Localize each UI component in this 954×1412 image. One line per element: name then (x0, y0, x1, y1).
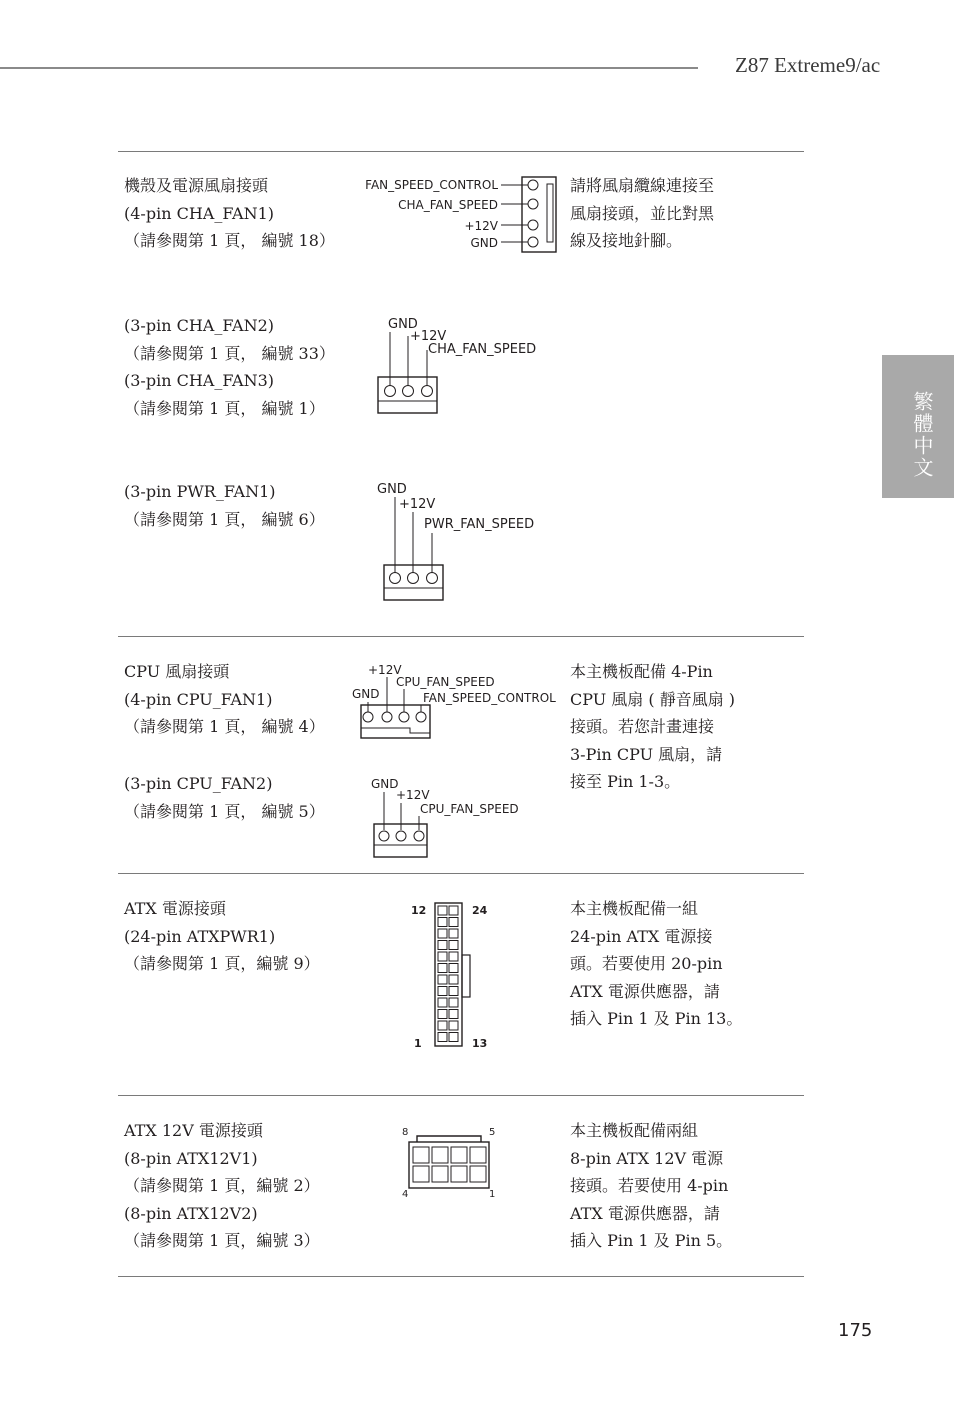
cha-fan1-pin-diagram (345, 170, 565, 260)
section-divider (118, 636, 804, 637)
svg-text:CPU_FAN_SPEED: CPU_FAN_SPEED (396, 675, 495, 689)
svg-text:GND: GND (371, 777, 399, 791)
svg-text:GND: GND (388, 317, 418, 332)
atx-pin-cell (438, 929, 447, 938)
atx-pin-cell (449, 952, 458, 961)
section-divider (118, 1095, 804, 1096)
section-divider (118, 873, 804, 874)
atx-pin-cell (438, 1021, 447, 1030)
language-tab-label: 繁體中文 (910, 391, 934, 479)
cpu-fan1-pin-diagram (350, 660, 565, 745)
svg-text:12: 12 (411, 904, 427, 917)
atx-pin-cell (438, 998, 447, 1007)
cha-fan23-pin-diagram (370, 310, 560, 420)
atx-pin-cell (438, 975, 447, 984)
svg-text:+12V: +12V (410, 329, 447, 344)
svg-text:GND: GND (470, 236, 498, 250)
svg-text:CPU_FAN_SPEED: CPU_FAN_SPEED (420, 802, 519, 816)
svg-text:4: 4 (402, 1189, 409, 1200)
atx12v-pin-cell (451, 1166, 467, 1182)
atx12v-pin-cell (432, 1166, 448, 1182)
svg-text:1: 1 (489, 1189, 496, 1200)
atx-pin-cell (449, 964, 458, 973)
svg-text:PWR_FAN_SPEED: PWR_FAN_SPEED (424, 517, 535, 532)
svg-text:+12V: +12V (464, 219, 498, 233)
section-divider (118, 151, 804, 152)
svg-text:CHA_FAN_SPEED: CHA_FAN_SPEED (428, 342, 537, 357)
atx-pin-cell (449, 975, 458, 984)
svg-text:5: 5 (489, 1127, 496, 1138)
atx-pin-cell (438, 941, 447, 950)
atx-pin-cell (438, 964, 447, 973)
atx12v-pin-cell (470, 1166, 486, 1182)
atx12v-description: ATX 12V 電源接頭 (8-pin ATX12V1) （請參閱第 1 頁，編號 2） (8-pin ATX12V2) （請參閱第 1 頁，編號 3） (124, 1121, 320, 1250)
svg-text:CHA_FAN_SPEED: CHA_FAN_SPEED (398, 198, 498, 212)
atx-pin-cell (449, 941, 458, 950)
svg-text:8: 8 (402, 1127, 409, 1138)
cha-fan1-description: 機殼及電源風扇接頭 (4-pin CHA_FAN1) （請參閱第 1 頁， 編號 18） (124, 176, 335, 250)
svg-text:1: 1 (414, 1037, 422, 1050)
svg-text:GND: GND (377, 482, 407, 497)
atx-pin-cell (449, 1010, 458, 1019)
cpu-fan1-description: CPU 風扇接頭 (4-pin CPU_FAN1) （請參閱第 1 頁， 編號 4） (124, 662, 325, 736)
cpu-fan2-pin-diagram (365, 772, 555, 862)
atx-pin-cell (449, 906, 458, 915)
svg-text:24: 24 (472, 904, 488, 917)
svg-text:+12V: +12V (399, 497, 436, 512)
atx-pin-cell (438, 1010, 447, 1019)
svg-text:+12V: +12V (396, 788, 430, 802)
atx-pin-cell (449, 987, 458, 996)
page-title: Z87 Extreme9/ac (735, 53, 881, 77)
atx-pin-cell (449, 998, 458, 1007)
atx-note: 本主機板配備一組 24-pin ATX 電源接 頭。若要使用 20-pin ATX 電源供應器，請 插入 Pin 1 及 Pin 13。 (570, 899, 743, 1028)
atx-pin-cell (449, 1033, 458, 1042)
atx12v-pin-cell (413, 1147, 429, 1163)
svg-text:+12V: +12V (368, 663, 402, 677)
cpu-fan-note: 本主機板配備 4-Pin CPU 風扇 ( 靜音風扇 ) 接頭。若您計畫連接 3-Pin CPU 風扇，請 接至 Pin 1-3。 (570, 662, 736, 791)
atx-pin-cell (438, 1033, 447, 1042)
atx-pin-cell (438, 987, 447, 996)
atx12v-note: 本主機板配備兩組 8-pin ATX 12V 電源 接頭。若要使用 4-pin ATX 電源供應器，請 插入 Pin 1 及 Pin 5。 (570, 1121, 733, 1250)
svg-text:13: 13 (472, 1037, 488, 1050)
atx-description: ATX 電源接頭 (24-pin ATXPWR1) （請參閱第 1 頁，編號 9） (124, 899, 320, 973)
atx-pin-cell (438, 918, 447, 927)
atx12v-pin-cell (432, 1147, 448, 1163)
cha-fan1-note: 請將風扇纜線連接至 風扇接頭，並比對黑 線及接地針腳。 (570, 176, 715, 250)
language-tab (882, 355, 954, 498)
section-divider (118, 1276, 804, 1277)
svg-text:FAN_SPEED_CONTROL: FAN_SPEED_CONTROL (365, 178, 498, 192)
pwr-fan1-pin-diagram (370, 476, 560, 606)
atx-pin-cell (449, 1021, 458, 1030)
cha-fan23-description: (3-pin CHA_FAN2) （請參閱第 1 頁， 編號 33） (3-pin CHA_FAN3) （請參閱第 1 頁， 編號 1） (124, 316, 335, 418)
page-number: 175 (838, 1320, 873, 1341)
atx-24pin-diagram (405, 898, 505, 1053)
atx-pin-cell (438, 952, 447, 961)
atx12v-pin-cell (470, 1147, 486, 1163)
pwr-fan1-description: (3-pin PWR_FAN1) （請參閱第 1 頁， 編號 6） (124, 482, 325, 529)
atx-pin-cell (449, 929, 458, 938)
atx-pin-cell (449, 918, 458, 927)
svg-text:FAN_SPEED_CONTROL: FAN_SPEED_CONTROL (423, 691, 556, 705)
atx12v-pin-cell (451, 1147, 467, 1163)
atx12v-pin-cell (413, 1166, 429, 1182)
cpu-fan2-description: (3-pin CPU_FAN2) （請參閱第 1 頁， 編號 5） (124, 774, 325, 821)
svg-text:GND: GND (352, 687, 380, 701)
atx12v-8pin-diagram (395, 1122, 505, 1202)
header-rule (0, 67, 698, 69)
atx-pin-cell (438, 906, 447, 915)
